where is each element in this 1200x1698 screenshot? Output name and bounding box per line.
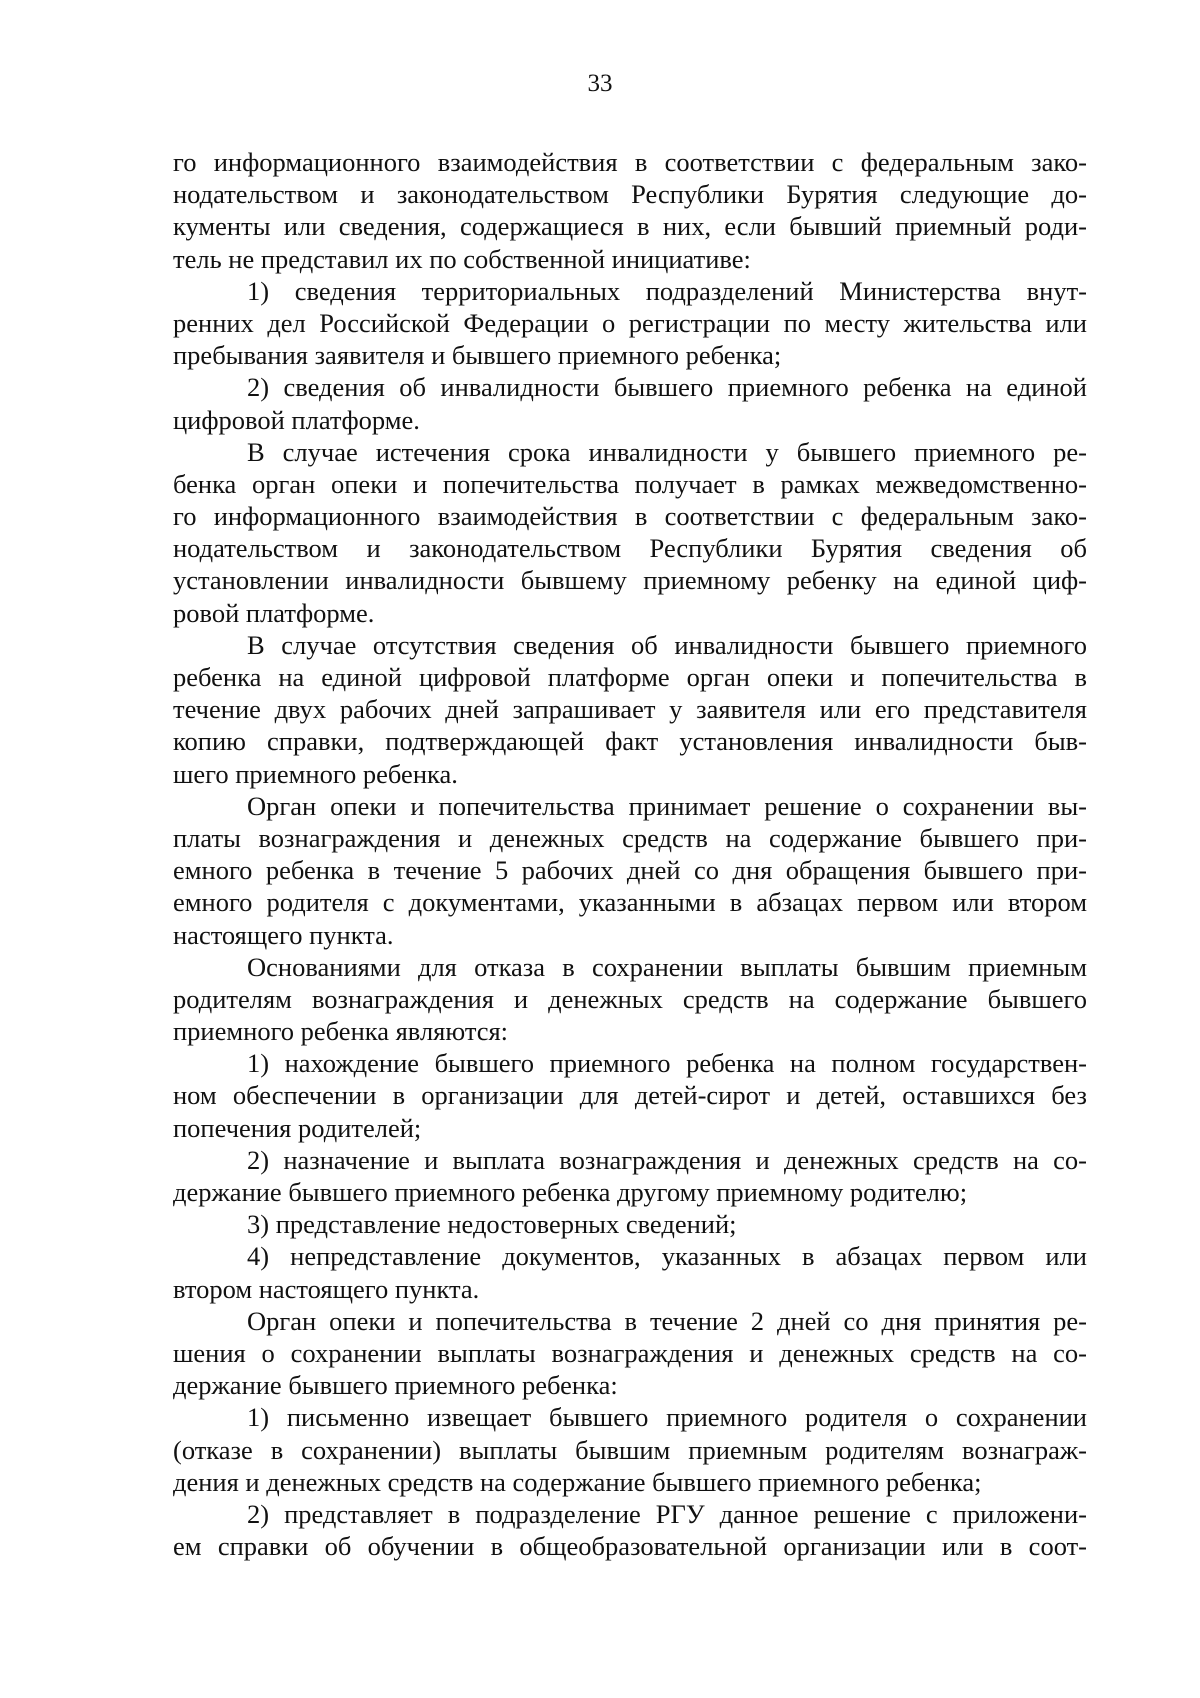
text-line: ренних дел Российской Федерации о регистрации по месту жительства или <box>173 307 1087 338</box>
text-line: ем справки об обучении в общеобразовательной организации или в соот- <box>173 1531 1087 1562</box>
text-line: го информационного взаимодействия в соответствии с федеральным зако- <box>173 147 1087 177</box>
text-line: 2) сведения об инвалидности бывшего приемного ребенка на единой <box>247 372 1087 403</box>
text-line: 1) нахождение бывшего приемного ребенка на полном государствен- <box>247 1048 1087 1079</box>
text-line: пребывания заявителя и бывшего приемного ребенка; <box>173 340 782 371</box>
paragraph <box>173 275 1087 372</box>
text-line: го информационного взаимодействия в соответствии с федеральным зако- <box>173 501 1087 532</box>
text-line: установлении инвалидности бывшему приемному ребенку на единой циф- <box>173 565 1087 596</box>
paragraph <box>173 1305 1087 1402</box>
text-line: 2) представляет в подразделение РГУ данное решение с приложени- <box>247 1498 1087 1529</box>
text-line: шения о сохранении выплаты вознаграждения и денежных средств на со- <box>173 1337 1087 1368</box>
text-line: шего приемного ребенка. <box>173 758 458 789</box>
paragraph <box>173 1144 1087 1208</box>
text-line: ровой платформе. <box>173 597 375 628</box>
paragraph <box>173 1240 1087 1304</box>
document-body <box>173 146 1087 1562</box>
paragraph <box>173 790 1087 951</box>
text-line: втором настоящего пункта. <box>173 1273 480 1304</box>
text-line: 1) сведения территориальных подразделений Министерства внут- <box>247 275 1087 306</box>
paragraph <box>173 1047 1087 1144</box>
text-line: В случае отсутствия сведения об инвалидности бывшего приемного <box>247 629 1087 660</box>
paragraph <box>173 629 1087 790</box>
text-line: емного ребенка в течение 5 рабочих дней со дня обращения бывшего при- <box>173 855 1087 886</box>
text-line: 4) непредставление документов, указанных в абзацах первом или <box>247 1241 1087 1272</box>
page-number: 33 <box>587 70 613 97</box>
text-line: ном обеспечении в организации для детей-сирот и детей, оставшихся без <box>173 1080 1087 1111</box>
text-line: 2) назначение и выплата вознаграждения и денежных средств на со- <box>247 1144 1087 1175</box>
text-line: платы вознаграждения и денежных средств на содержание бывшего при- <box>173 822 1087 853</box>
text-line: держание бывшего приемного ребенка: <box>173 1370 618 1401</box>
text-line: (отказе в сохранении) выплаты бывшим приемным родителям вознаграж- <box>173 1434 1087 1465</box>
text-line: бенка орган опеки и попечительства получает в рамках межведомственно- <box>173 468 1087 499</box>
paragraph <box>173 146 1087 275</box>
text-line: Основаниями для отказа в сохранении выплаты бывшим приемным <box>247 951 1087 982</box>
paragraph <box>173 371 1087 435</box>
text-line: копию справки, подтверждающей факт установления инвалидности быв- <box>173 726 1087 757</box>
text-line: тель не представил их по собственной инициативе: <box>173 243 751 274</box>
text-line: кументы или сведения, содержащиеся в них, если бывший приемный роди- <box>173 211 1087 242</box>
text-line: дения и денежных средств на содержание бывшего приемного ребенка; <box>173 1466 982 1497</box>
text-line: нодательством и законодательством Республики Бурятия следующие до- <box>173 179 1087 210</box>
paragraph <box>173 1498 1087 1562</box>
text-line: Орган опеки и попечительства принимает решение о сохранении вы- <box>247 790 1087 821</box>
paragraph <box>173 436 1087 629</box>
text-line: нодательством и законодательством Республики Бурятия сведения об <box>173 533 1087 564</box>
paragraph <box>173 951 1087 1048</box>
text-line: В случае истечения срока инвалидности у бывшего приемного ре- <box>247 436 1087 467</box>
text-line: ребенка на единой цифровой платформе орган опеки и попечительства в <box>173 662 1087 692</box>
paragraph <box>173 1208 1087 1240</box>
text-line: попечения родителей; <box>173 1112 422 1143</box>
text-line: Орган опеки и попечительства в течение 2 дней со дня принятия ре- <box>247 1305 1087 1336</box>
text-line: родителям вознаграждения и денежных средств на содержание бывшего <box>173 983 1087 1014</box>
text-line: приемного ребенка являются: <box>173 1016 509 1047</box>
text-line: настоящего пункта. <box>173 919 394 950</box>
text-line: емного родителя с документами, указанными в абзацах первом или втором <box>173 887 1087 918</box>
text-line: течение двух рабочих дней запрашивает у заявителя или его представителя <box>173 694 1087 725</box>
text-line: держание бывшего приемного ребенка другому приемному родителю; <box>173 1177 968 1207</box>
text-line: 3) представление недостоверных сведений; <box>247 1209 737 1240</box>
paragraph <box>173 1401 1087 1498</box>
text-line: 1) письменно извещает бывшего приемного родителя о сохранении <box>247 1402 1087 1433</box>
text-line: цифровой платформе. <box>173 404 420 435</box>
